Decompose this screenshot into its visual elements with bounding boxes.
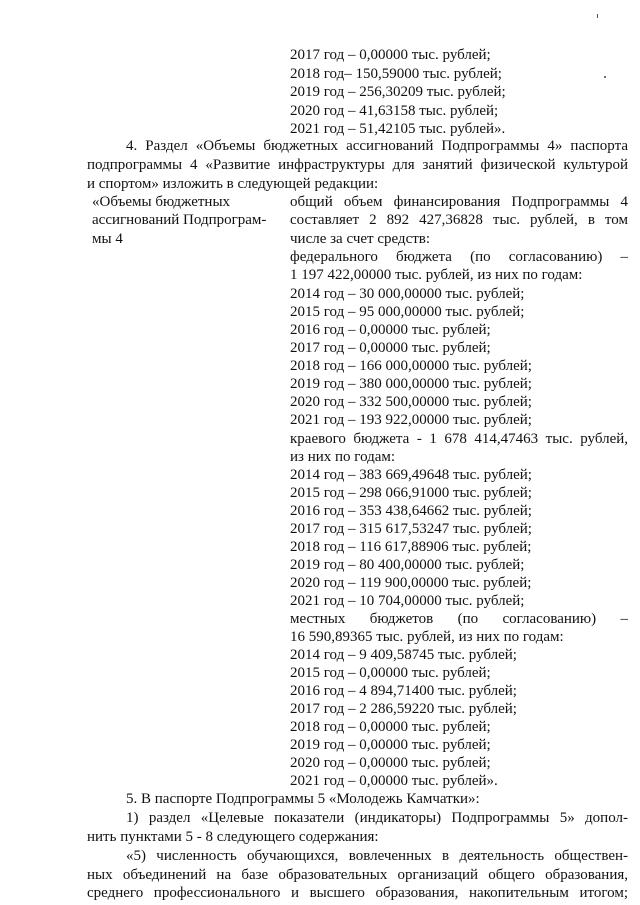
federal-budget-heading: 1 197 422,00000 тыс. рублей, из них по годам: — [290, 267, 583, 283]
federal-year-row: 2014 год – 30 000,00000 тыс. рублей; — [290, 286, 525, 302]
local-year-row: 2018 год – 0,00000 тыс. рублей; — [290, 719, 491, 735]
local-budget-heading: 16 590,89365 тыс. рублей, из них по годам: — [290, 629, 564, 645]
financing-intro: составляет 2 892 427,36828 тыс. рублей, в том — [290, 212, 628, 228]
cell-label: «Объемы бюджетных — [92, 194, 231, 210]
local-year-row: 2019 год – 0,00000 тыс. рублей; — [290, 737, 491, 753]
scan-mark — [597, 14, 598, 18]
cell-label: ассигнований Подпрограм- — [92, 212, 267, 228]
local-year-row: 2015 год – 0,00000 тыс. рублей; — [290, 665, 491, 681]
regional-budget-heading: из них по годам: — [290, 449, 396, 465]
regional-budget-heading: краевого бюджета - 1 678 414,47463 тыс. рублей, — [290, 431, 628, 447]
federal-year-row: 2019 год – 380 000,00000 тыс. рублей; — [290, 376, 532, 392]
regional-year-row: 2020 год – 119 900,00000 тыс. рублей; — [290, 575, 532, 591]
federal-year-row: 2021 год – 193 922,00000 тыс. рублей; — [290, 412, 532, 428]
regional-year-row: 2016 год – 353 438,64662 тыс. рублей; — [290, 503, 532, 519]
financing-intro: числе за счет средств: — [290, 231, 431, 247]
paragraph-line: «5) численность обучающихся, вовлеченных в деятельность обществен- — [126, 848, 628, 864]
federal-year-row: 2020 год – 332 500,00000 тыс. рублей; — [290, 394, 532, 410]
federal-year-row: 2017 год – 0,00000 тыс. рублей; — [290, 340, 491, 356]
federal-budget-heading: федерального бюджета (по согласованию) – — [290, 249, 628, 265]
paragraph-line: 1) раздел «Целевые показатели (индикаторы) Подпрограммы 5» допол- — [126, 810, 628, 826]
regional-year-row: 2018 год – 116 617,88906 тыс. рублей; — [290, 539, 532, 555]
financing-intro: общий объем финансирования Подпрограммы 4 — [290, 194, 628, 210]
list-item: 2020 год – 41,63158 тыс. рублей; — [290, 103, 499, 119]
regional-year-row: 2017 год – 315 617,53247 тыс. рублей; — [290, 521, 532, 537]
regional-year-row: 2015 год – 298 066,91000 тыс. рублей; — [290, 485, 532, 501]
local-budget-heading: местных бюджетов (по согласованию) – — [290, 611, 628, 627]
federal-year-row: 2015 год – 95 000,00000 тыс. рублей; — [290, 304, 525, 320]
scan-speck — [604, 76, 606, 78]
paragraph-line: среднего профессионального и высшего образования, накопительным итогом; — [87, 885, 628, 901]
paragraph-line: ных объединений на базе образовательных организаций общего образования, — [87, 867, 628, 883]
regional-year-row: 2019 год – 80 400,00000 тыс. рублей; — [290, 557, 525, 573]
local-year-row: 2021 год – 0,00000 тыс. рублей». — [290, 773, 498, 789]
federal-year-row: 2018 год – 166 000,00000 тыс. рублей; — [290, 358, 532, 374]
list-item: 2017 год – 0,00000 тыс. рублей; — [290, 47, 491, 63]
section-title: 5. В паспорте Подпрограммы 5 «Молодежь Камчатки»: — [126, 791, 480, 807]
regional-year-row: 2014 год – 383 669,49648 тыс. рублей; — [290, 467, 532, 483]
list-item: 2021 год – 51,42105 тыс. рублей». — [290, 121, 506, 137]
list-item: 2018 год– 150,59000 тыс. рублей; — [290, 66, 502, 82]
regional-year-row: 2021 год – 10 704,00000 тыс. рублей; — [290, 593, 525, 609]
federal-year-row: 2016 год – 0,00000 тыс. рублей; — [290, 322, 491, 338]
paragraph-line: и спортом» изложить в следующей редакции: — [87, 176, 379, 192]
local-year-row: 2014 год – 9 409,58745 тыс. рублей; — [290, 647, 517, 663]
local-year-row: 2017 год – 2 286,59220 тыс. рублей; — [290, 701, 517, 717]
paragraph-line: подпрограммы 4 «Развитие инфраструктуры для занятий физической культурой — [87, 157, 628, 173]
paragraph-line: нить пунктами 5 - 8 следующего содержания: — [87, 829, 379, 845]
cell-label: мы 4 — [92, 231, 123, 247]
local-year-row: 2016 год – 4 894,71400 тыс. рублей; — [290, 683, 517, 699]
paragraph-line: 4. Раздел «Объемы бюджетных ассигнований Подпрограммы 4» паспорта — [126, 138, 628, 154]
list-item: 2019 год – 256,30209 тыс. рублей; — [290, 84, 506, 100]
local-year-row: 2020 год – 0,00000 тыс. рублей; — [290, 755, 491, 771]
